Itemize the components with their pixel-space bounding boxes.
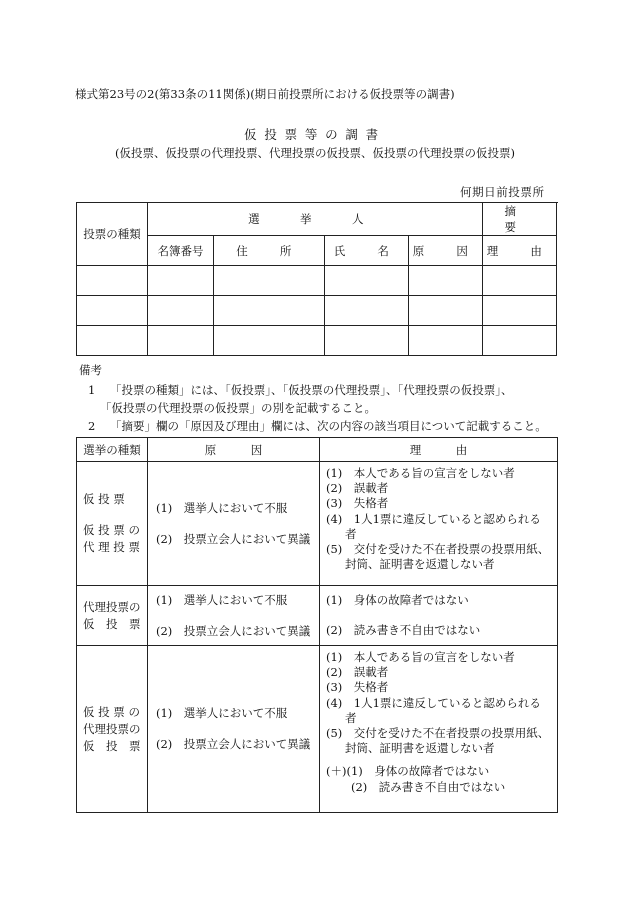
col-address: 住 所 — [214, 236, 325, 266]
table-row — [77, 266, 557, 296]
cell[interactable] — [148, 296, 214, 326]
table-row — [77, 326, 557, 356]
cause-reason-table — [76, 437, 558, 813]
reason-item: (2) 誤載者 — [326, 481, 389, 496]
cell[interactable] — [77, 326, 148, 356]
reason-item-continuation: 者 — [345, 526, 357, 541]
reason-item-continuation: 封筒、証明書を返還しない者 — [345, 741, 495, 756]
cell[interactable] — [77, 296, 148, 326]
note-1-continuation: 「仮投票の代理投票の仮投票」の別を記載すること。 — [100, 401, 376, 415]
table-row — [77, 646, 558, 813]
reason-item: (4) 1人1票に違反していると認められる — [326, 695, 541, 710]
col-name: 氏 名 — [325, 236, 409, 266]
reason-item: (3) 失格者 — [326, 680, 389, 695]
election-kind-cell — [77, 646, 148, 813]
notes-heading: 備考 — [79, 363, 102, 377]
cell[interactable] — [77, 266, 148, 296]
cause-item-1: (1) 選挙人において不服 — [156, 706, 288, 720]
reason-item: (2) 読み書き不自由ではない — [326, 622, 481, 637]
document-subtitle: (仮投票、仮投票の代理投票、代理投票の仮投票、仮投票の代理投票の仮投票) — [115, 146, 515, 160]
election-kind-cell — [77, 462, 148, 586]
cell[interactable] — [409, 266, 483, 296]
header-cause: 原 因 — [148, 438, 320, 462]
reason-cell — [320, 586, 558, 646]
reason-item: (3) 失格者 — [326, 496, 389, 511]
note-2-number: 2 — [88, 419, 96, 433]
kind-line: 仮 投 票 の — [83, 704, 140, 719]
note-1-number: 1 — [88, 383, 96, 397]
cell[interactable] — [483, 326, 557, 356]
kind-line: 代理投票の — [83, 599, 141, 614]
cell[interactable] — [214, 296, 325, 326]
reason-item: (1) 本人である旨の宣言をしない者 — [326, 466, 515, 480]
reason-item: (5) 交付を受けた不在者投票の投票用紙、 — [326, 542, 550, 557]
cause-cell — [148, 462, 320, 586]
cell[interactable] — [148, 266, 214, 296]
reason-item: (5) 交付を受けた不在者投票の投票用紙、 — [326, 726, 550, 741]
cause-item-1: (1) 選挙人において不服 — [156, 592, 288, 607]
header-reason: 理 由 — [320, 438, 558, 462]
cell[interactable] — [214, 326, 325, 356]
kind-line: 仮 投 票 — [83, 738, 141, 753]
kind-line: 代理投票の — [83, 721, 141, 736]
reason-item-continuation: 者 — [345, 710, 357, 725]
kind-provisional-proxy-1: 仮 投 票 の — [83, 523, 140, 537]
reason-cell — [320, 646, 558, 813]
polling-office-label: 何期日前投票所 — [460, 185, 545, 199]
table-row — [77, 586, 558, 646]
reason-item-continuation: 封筒、証明書を返還しない者 — [345, 557, 495, 572]
kind-provisional: 仮 投 票 — [83, 492, 125, 506]
cell[interactable] — [214, 266, 325, 296]
group-voter-header: 選 挙 人 — [148, 203, 483, 236]
reason-item: (＋)(1) 身体の故障者ではない — [326, 764, 490, 779]
cell[interactable] — [483, 266, 557, 296]
col-cause: 原 因 — [409, 236, 483, 266]
cell[interactable] — [148, 326, 214, 356]
reason-item: (2) 誤載者 — [326, 665, 389, 680]
note-1-text: 「投票の種類」には、「仮投票」、「仮投票の代理投票」、「代理投票の仮投票」、 — [109, 383, 513, 397]
reason-cell — [320, 462, 558, 586]
cell[interactable] — [325, 296, 409, 326]
table-row — [77, 462, 558, 586]
cause-item-2: (2) 投票立会人において異議 — [156, 737, 311, 751]
col-ballot-kind: 投票の種類 — [77, 203, 148, 266]
document-title: 仮投票等の調書 — [244, 127, 386, 142]
reason-item: (2) 読み書き不自由ではない — [351, 779, 506, 794]
kind-provisional-proxy-2: 代 理 投 票 — [83, 540, 140, 554]
cell[interactable] — [409, 296, 483, 326]
group-summary-header: 摘 要 — [483, 203, 557, 236]
cause-cell — [148, 586, 320, 646]
reason-item: (4) 1人1票に違反していると認められる — [326, 511, 541, 526]
election-kind-cell — [77, 586, 148, 646]
header-election-kind: 選挙の種類 — [77, 438, 148, 462]
reason-item: (1) 本人である旨の宣言をしない者 — [326, 650, 515, 664]
cause-item-1: (1) 選挙人において不服 — [156, 500, 288, 515]
col-reason: 理 由 — [483, 236, 557, 266]
cell[interactable] — [325, 326, 409, 356]
cell[interactable] — [325, 266, 409, 296]
kind-line: 仮 投 票 — [83, 616, 141, 631]
reason-item: (1) 身体の故障者ではない — [326, 593, 469, 608]
ballot-record-table — [76, 202, 557, 356]
cell[interactable] — [409, 326, 483, 356]
form-number-line: 様式第23号の2(第33条の11関係)(期日前投票所における仮投票等の調書) — [75, 87, 455, 101]
note-2-text: 「摘要」欄の「原因及び理由」欄には、次の内容の該当項目について記載すること。 — [109, 419, 547, 433]
cell[interactable] — [483, 296, 557, 326]
table-row — [77, 296, 557, 326]
col-register-number: 名簿番号 — [148, 236, 214, 266]
cause-item-2: (2) 投票立会人において異議 — [156, 531, 311, 546]
note-2 — [88, 417, 547, 435]
note-1 — [88, 381, 512, 399]
cause-item-2: (2) 投票立会人において異議 — [156, 623, 311, 638]
cause-cell — [148, 646, 320, 813]
